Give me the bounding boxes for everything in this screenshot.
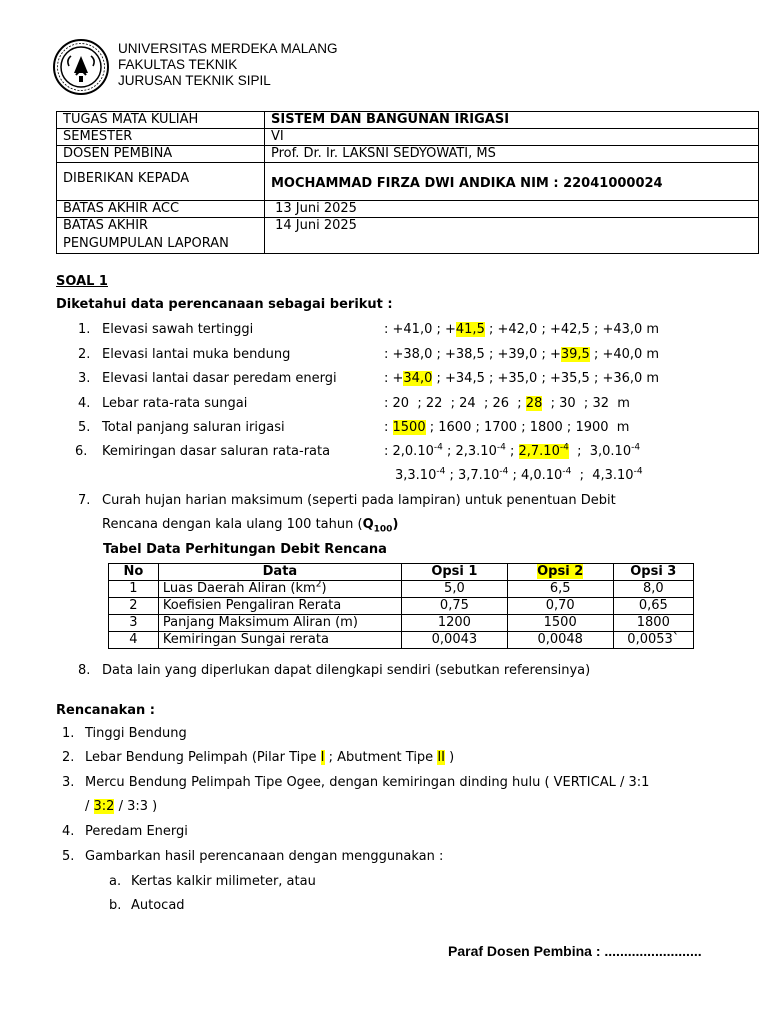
list-item <box>0 444 768 464</box>
list-item <box>0 663 768 683</box>
item-label: Elevasi sawah tertinggi <box>102 322 254 337</box>
table-cell: Kemiringan Sungai rerata <box>158 632 401 649</box>
item-text: / 3:2 / 3:3 ) <box>85 799 158 814</box>
info-label: BATAS AKHIR ACC <box>57 201 265 218</box>
item-value: : 1500 ; 1600 ; 1700 ; 1800 ; 1900 m <box>384 420 630 435</box>
info-value: Prof. Dr. Ir. LAKSNI SEDYOWATI, MS <box>265 146 759 163</box>
info-label <box>57 218 265 254</box>
item-value: : +34,0 ; +34,5 ; +35,0 ; +35,5 ; +36,0 m <box>384 371 660 386</box>
table-cell: 2 <box>109 598 159 615</box>
info-label: TUGAS MATA KULIAH <box>57 112 265 129</box>
table-cell: 5,0 <box>402 581 508 598</box>
list-item-continued <box>0 517 768 537</box>
highlighted-value: 28 <box>525 396 543 411</box>
item-number: 5. <box>78 420 91 435</box>
item-text: Lebar Bendung Pelimpah (Pilar Tipe I ; Abutment Tipe II ) <box>85 750 455 765</box>
item-number: 6. <box>75 444 88 459</box>
item-number: b. <box>109 898 122 913</box>
item-text: Autocad <box>131 898 185 913</box>
table-cell: Panjang Maksimum Aliran (m) <box>158 615 401 632</box>
table-cell: Koefisien Pengaliran Rerata <box>158 598 401 615</box>
item-text: Data lain yang diperlukan dapat dilengkapi sendiri (sebutkan referensinya) <box>102 663 591 678</box>
highlighted-value: 3:2 <box>93 799 115 814</box>
list-item <box>0 420 768 440</box>
table-row <box>109 581 694 598</box>
highlighted-value: 1500 <box>392 420 426 435</box>
list-item <box>0 371 768 391</box>
info-value: VI <box>265 129 759 146</box>
sub-list-item <box>0 874 768 894</box>
list-item <box>0 322 768 342</box>
info-label: DOSEN PEMBINA <box>57 146 265 163</box>
item-label: Elevasi lantai muka bendung <box>102 347 291 362</box>
item-number: 8. <box>78 663 91 678</box>
highlighted-value: 34,0 <box>403 371 433 386</box>
table-cell: 0,70 <box>507 598 613 615</box>
item-text: Peredam Energi <box>85 824 188 839</box>
university-name: UNIVERSITAS MERDEKA MALANG <box>118 41 338 56</box>
item-value: : +41,0 ; +41,5 ; +42,0 ; +42,5 ; +43,0 m <box>384 322 660 337</box>
item-number: 1. <box>78 322 91 337</box>
item-label: Elevasi lantai dasar peredam energi <box>102 371 337 386</box>
highlighted-value: 41,5 <box>455 322 485 337</box>
item-number: 2. <box>78 347 91 362</box>
info-label: SEMESTER <box>57 129 265 146</box>
table-row <box>109 632 694 649</box>
list-item <box>0 775 768 795</box>
table-cell: 1500 <box>507 615 613 632</box>
item-number: 7. <box>78 493 91 508</box>
rencana-title: Rencanakan : <box>56 703 155 718</box>
item-number: 4. <box>62 824 75 839</box>
assignment-info-table <box>56 111 759 254</box>
item-number: 4. <box>78 396 91 411</box>
list-item <box>0 824 768 844</box>
table-cell: 6,5 <box>507 581 613 598</box>
item-value: $3,3.10^{-4}$ ; $3,7.10^{-4}$ ; $4,0.10^{-4}$ ; $4,3.10^{-4}$ <box>395 466 643 483</box>
university-logo <box>52 38 110 96</box>
info-row-lecturer <box>57 146 759 163</box>
sub-list-item <box>0 898 768 918</box>
list-item <box>0 726 768 746</box>
item-number: 3. <box>62 775 75 790</box>
faculty-name: FAKULTAS TEKNIK <box>118 57 238 72</box>
list-item <box>0 396 768 416</box>
lecturer-signature-line: Paraf Dosen Pembina : ......................... <box>448 943 702 959</box>
table-cell: 0,0048 <box>507 632 613 649</box>
item-number: 5. <box>62 849 75 864</box>
info-row-acc-deadline <box>57 201 759 218</box>
column-header: Opsi 1 <box>402 564 508 581</box>
item-number: 1. <box>62 726 75 741</box>
soal-title: SOAL 1 <box>56 274 108 289</box>
info-value: 13 Juni 2025 <box>265 201 759 218</box>
column-header: Opsi 3 <box>613 564 693 581</box>
table-cell: 4 <box>109 632 159 649</box>
item-text: Tinggi Bendung <box>85 726 187 741</box>
highlighted-value: II <box>437 750 445 765</box>
info-value: MOCHAMMAD FIRZA DWI ANDIKA NIM : 22041000024 <box>265 163 759 201</box>
item-number: 2. <box>62 750 75 765</box>
column-header: No <box>109 564 159 581</box>
info-row-semester <box>57 129 759 146</box>
item-label: Lebar rata-rata sungai <box>102 396 248 411</box>
info-value: 14 Juni 2025 <box>265 218 759 254</box>
item-label: Total panjang saluran irigasi <box>102 420 285 435</box>
info-value: SISTEM DAN BANGUNAN IRIGASI <box>265 112 759 129</box>
info-row-report-deadline <box>57 218 759 254</box>
table-cell: 0,65 <box>613 598 693 615</box>
item-text: Curah hujan harian maksimum (seperti pada lampiran) untuk penentuan Debit <box>102 493 616 508</box>
table-row <box>109 615 694 632</box>
list-item <box>0 750 768 770</box>
info-label: DIBERIKAN KEPADA <box>57 163 265 201</box>
list-item-continued <box>0 799 768 819</box>
table-cell: Luas Daerah Aliran $(km^2)$ <box>158 581 401 598</box>
table-cell: 1 <box>109 581 159 598</box>
table-cell: 0,0053` <box>613 632 693 649</box>
debit-table <box>108 563 694 649</box>
info-label-line1: BATAS AKHIR <box>63 218 149 233</box>
table-row <box>109 598 694 615</box>
item-text: Mercu Bendung Pelimpah Tipe Ogee, dengan kemiringan dinding hulu ( VERTICAL / 3:1 <box>85 775 650 790</box>
table-cell: 1200 <box>402 615 508 632</box>
list-item <box>0 849 768 869</box>
item-value: : $2,0.10^{-4}$ ; $2,3.10^{-4}$ ; $2,7.10^{-4}$ ; $3,0.10^{-4}$ <box>384 442 641 459</box>
list-item <box>0 347 768 367</box>
column-header: Data <box>158 564 401 581</box>
item-value: : 20 ; 22 ; 24 ; 26 ; 28 ; 30 ; 32 m <box>384 396 630 411</box>
highlighted-value: 39,5 <box>560 347 590 362</box>
table-header-row <box>109 564 694 581</box>
item-text: Rencana dengan kala ulang 100 tahun $(Q_{100})$ <box>102 517 399 535</box>
item-text: Gambarkan hasil perencanaan dengan menggunakan : <box>85 849 444 864</box>
item-number: 3. <box>78 371 91 386</box>
highlighted-value: $2,7.10^{-4}$ <box>518 442 569 459</box>
column-header: Opsi 2 <box>507 564 613 581</box>
highlighted-value: I <box>320 750 325 765</box>
given-title: Diketahui data perencanaan sebagai berikut : <box>56 297 393 312</box>
item-text: Kertas kalkir milimeter, atau <box>131 874 316 889</box>
department-name: JURUSAN TEKNIK SIPIL <box>118 73 271 88</box>
info-row-course <box>57 112 759 129</box>
item-value: : +38,0 ; +38,5 ; +39,0 ; +39,5 ; +40,0 m <box>384 347 660 362</box>
item-label: Kemiringan dasar saluran rata-rata <box>102 444 331 459</box>
info-row-student <box>57 163 759 201</box>
info-label-line2: PENGUMPULAN LAPORAN <box>63 236 229 251</box>
table-cell: 1800 <box>613 615 693 632</box>
table-cell: 8,0 <box>613 581 693 598</box>
list-item <box>0 493 768 513</box>
table-cell: 3 <box>109 615 159 632</box>
item-number: a. <box>109 874 122 889</box>
table-cell: 0,0043 <box>402 632 508 649</box>
list-item-continued <box>0 468 768 488</box>
debit-table-title: Tabel Data Perhitungan Debit Rencana <box>103 542 387 557</box>
table-cell: 0,75 <box>402 598 508 615</box>
